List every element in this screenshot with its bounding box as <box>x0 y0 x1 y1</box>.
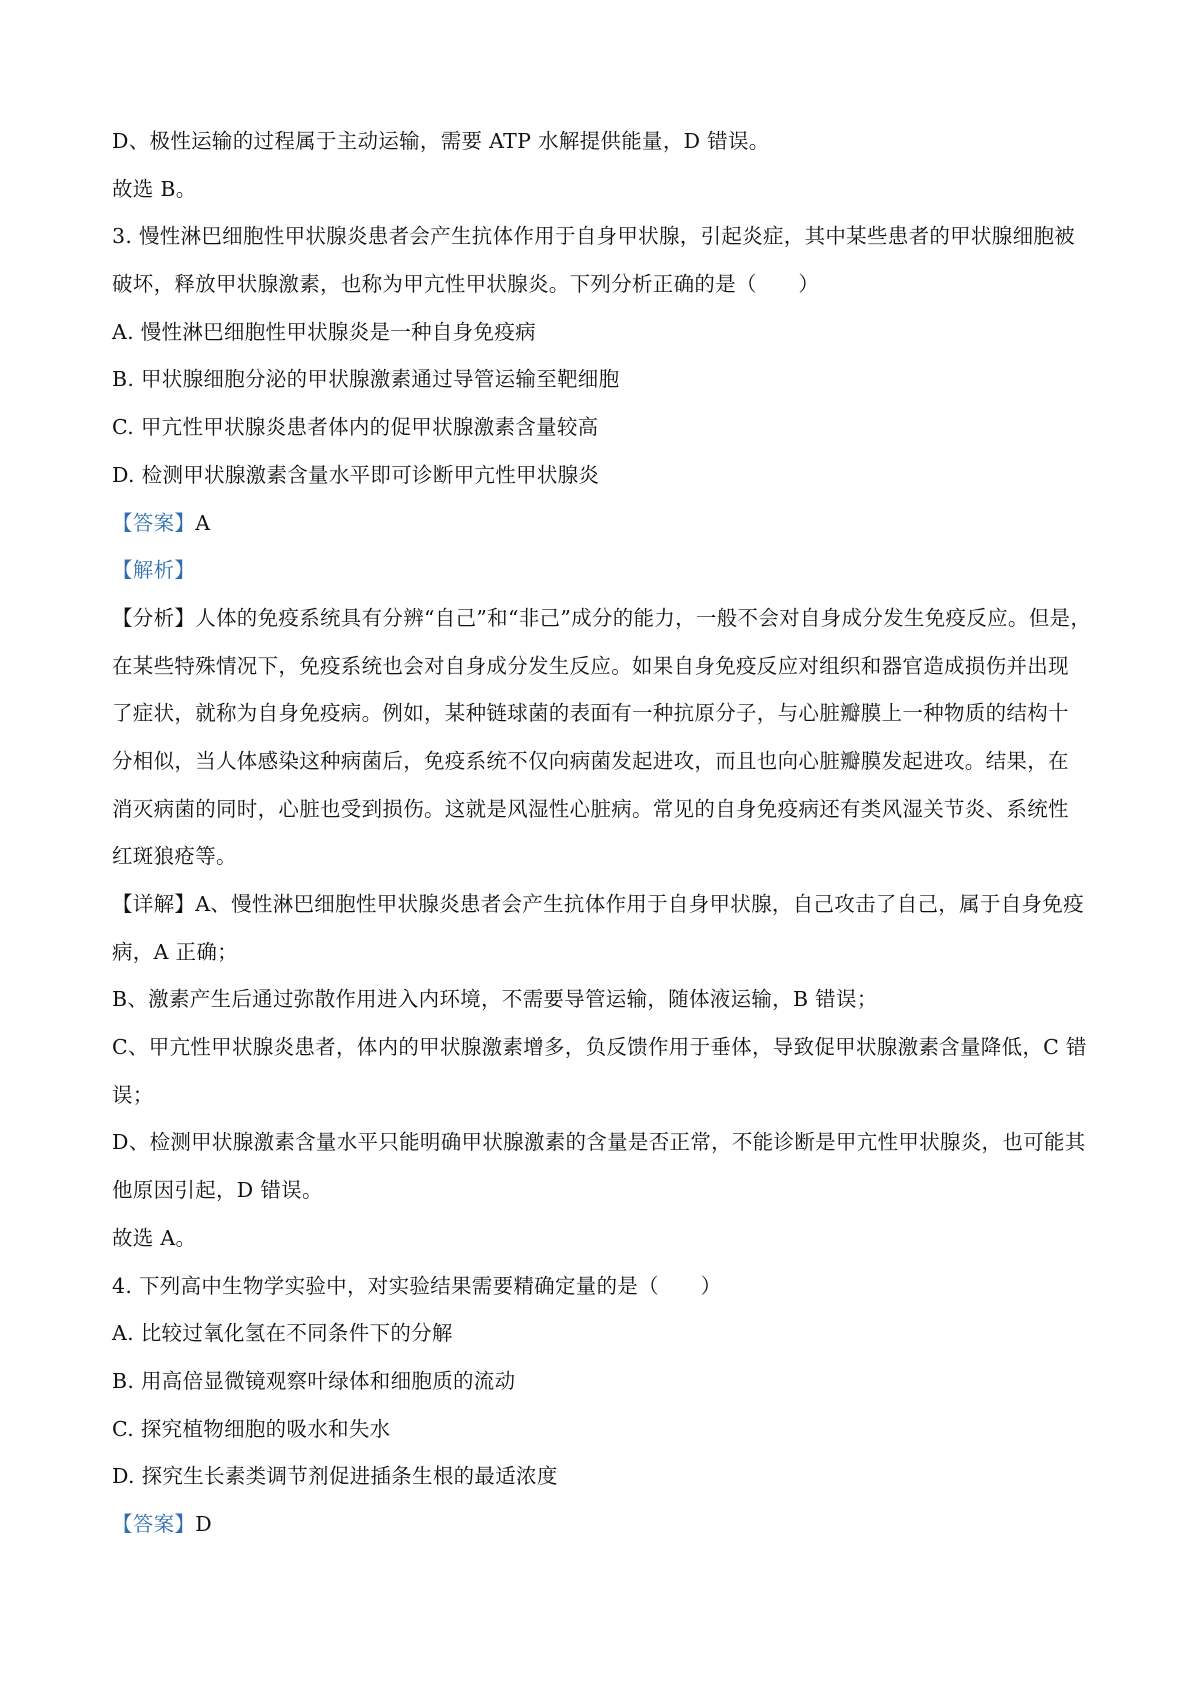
q3-answer <box>112 500 1102 548</box>
answer-tag: 【答案】 <box>112 1511 196 1536</box>
q3-analysis-line-6: 红斑狼疮等。 <box>112 844 237 869</box>
q3-conclusion: 故选 A。 <box>112 1225 197 1250</box>
q3-stem-line-1: 3. 慢性淋巴细胞性甲状腺炎患者会产生抗体作用于自身甲状腺，引起炎症，其中某些患者的甲状腺细胞被 <box>112 224 1075 249</box>
q4-option-c: C. 探究植物细胞的吸水和失水 <box>112 1416 391 1441</box>
q4-option-b: B. 用高倍显微镜观察叶绿体和细胞质的流动 <box>112 1368 516 1393</box>
q4-option-d: D. 探究生长素类调节剂促进插条生根的最适浓度 <box>112 1464 558 1489</box>
q3-detail-line-1: 【详解】A、慢性淋巴细胞性甲状腺炎患者会产生抗体作用于自身甲状腺，自己攻击了自己，属于自身免疫 <box>112 892 1084 916</box>
answer-value: A <box>195 510 211 535</box>
q3-option-c: C. 甲亢性甲状腺炎患者体内的促甲状腺激素含量较高 <box>112 415 599 440</box>
q3-analysis-line-1: 【分析】人体的免疫系统具有分辨“自己”和“非己”成分的能力，一般不会对自身成分发生免疫反应。但是， <box>112 605 1092 630</box>
q2-option-d-explanation: D、极性运输的过程属于主动运输，需要 ATP 水解提供能量，D 错误。 <box>112 129 770 153</box>
q3-analysis-line-5: 消灭病菌的同时，心脏也受到损伤。这就是风湿性心脏病。常见的自身免疫病还有类风湿关节炎、系统性 <box>112 796 1069 821</box>
q3-detail-line-4: C、甲亢性甲状腺炎患者，体内的甲状腺激素增多，负反馈作用于垂体，导致促甲状腺激素含量降低，C 错 <box>112 1035 1087 1060</box>
q3-analysis-line-4: 分相似，当人体感染这种病菌后，免疫系统不仅向病菌发起进攻，而且也向心脏瓣膜发起进攻。结果，在 <box>112 748 1069 773</box>
q3-detail-line-6: D、检测甲状腺激素含量水平只能明确甲状腺激素的含量是否正常，不能诊断是甲亢性甲状腺炎，也可能其 <box>112 1130 1086 1155</box>
q3-analysis-line-3: 了症状，就称为自身免疫病。例如，某种链球菌的表面有一种抗原分子，与心脏瓣膜上一种物质的结构十 <box>112 701 1069 726</box>
q3-stem-line-2: 破坏，释放甲状腺激素，也称为甲亢性甲状腺炎。下列分析正确的是（ ） <box>112 272 820 297</box>
q3-detail-line-2: 病，A 正确； <box>112 939 238 964</box>
q3-option-b: B. 甲状腺细胞分泌的甲状腺激素通过导管运输至靶细胞 <box>112 367 620 392</box>
answer-value: D <box>195 1511 212 1536</box>
q3-option-a: A. 慢性淋巴细胞性甲状腺炎是一种自身免疫病 <box>112 319 536 344</box>
analysis-tag: 【解析】 <box>112 558 196 583</box>
answer-tag: 【答案】 <box>112 510 196 535</box>
q3-detail-line-5: 误； <box>112 1082 154 1107</box>
q3-detail-line-7: 他原因引起，D 错误。 <box>112 1178 323 1203</box>
q3-analysis-line-2: 在某些特殊情况下，免疫系统也会对自身成分发生反应。如果自身免疫反应对组织和器官造成损伤并出现 <box>112 653 1069 678</box>
q4-answer <box>112 1501 1102 1549</box>
q2-conclusion: 故选 B。 <box>112 176 197 201</box>
document-page <box>112 118 1102 1549</box>
q3-detail-line-3: B、激素产生后通过弥散作用进入内环境，不需要导管运输，随体液运输，B 错误； <box>112 987 878 1012</box>
q4-stem: 4. 下列高中生物学实验中，对实验结果需要精确定量的是（ ） <box>112 1273 722 1298</box>
q3-analysis-heading <box>112 547 1102 595</box>
q4-option-a: A. 比较过氧化氢在不同条件下的分解 <box>112 1321 453 1346</box>
q3-option-d: D. 检测甲状腺激素含量水平即可诊断甲亢性甲状腺炎 <box>112 462 600 487</box>
